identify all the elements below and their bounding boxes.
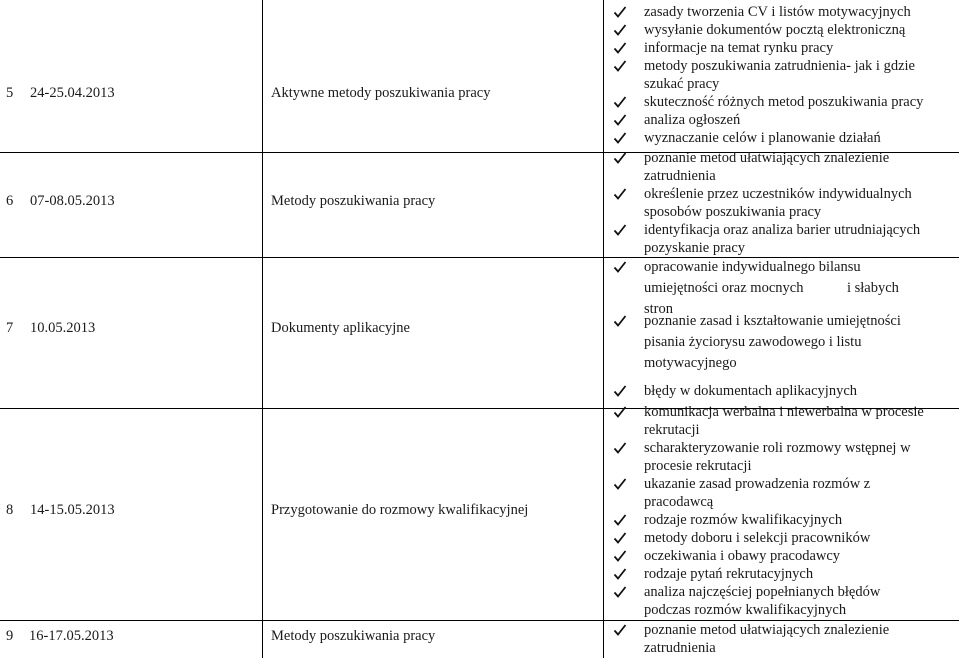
session-title: Metody poszukiwania pracy bbox=[271, 628, 436, 644]
checkmark-icon bbox=[613, 5, 627, 23]
topic-line: zatrudnienia bbox=[644, 640, 716, 656]
session-title: Przygotowanie do rozmowy kwalifikacyjnej bbox=[271, 502, 529, 518]
topic-line: rekrutacji bbox=[644, 422, 700, 438]
topic-line: poznanie metod ułatwiających znalezienie bbox=[644, 622, 890, 638]
topic-line: metody doboru i selekcji pracowników bbox=[644, 530, 871, 546]
topic-line: wysyłanie dokumentów pocztą elektroniczną bbox=[644, 22, 906, 38]
topic-line: oczekiwania i obawy pracodawcy bbox=[644, 548, 841, 564]
topic-line: poznanie zasad i kształtowanie umiejętności bbox=[644, 313, 901, 329]
checkmark-icon bbox=[613, 477, 627, 495]
row-number: 6 bbox=[6, 193, 14, 209]
topic-line: umiejętności oraz mocnych i słabych bbox=[644, 280, 899, 296]
checkmark-icon bbox=[613, 95, 627, 113]
topic-line: stron bbox=[644, 301, 673, 317]
checkmark-icon bbox=[613, 151, 627, 169]
checkmark-icon bbox=[613, 531, 627, 549]
topic-line: sposobów poszukiwania pracy bbox=[644, 204, 822, 220]
checkmark-icon bbox=[613, 405, 627, 423]
topic-line: metody poszukiwania zatrudnienia- jak i gdzie bbox=[644, 58, 915, 74]
topic-line: błędy w dokumentach aplikacyjnych bbox=[644, 383, 858, 399]
topic-line: ukazanie zasad prowadzenia rozmów z bbox=[644, 476, 871, 492]
topic-line: analiza najczęściej popełnianych błędów bbox=[644, 584, 881, 600]
session-date: 07-08.05.2013 bbox=[30, 193, 115, 209]
topic-line: rodzaje rozmów kwalifikacyjnych bbox=[644, 512, 843, 528]
checkmark-icon bbox=[613, 113, 627, 131]
checkmark-icon bbox=[613, 59, 627, 77]
topic-line: wyznaczanie celów i planowanie działań bbox=[644, 130, 881, 146]
checkmark-icon bbox=[613, 384, 627, 402]
checkmark-icon bbox=[613, 223, 627, 241]
session-title: Metody poszukiwania pracy bbox=[271, 193, 436, 209]
topic-line: analiza ogłoszeń bbox=[644, 112, 741, 128]
checkmark-icon bbox=[613, 314, 627, 332]
topic-line: zasady tworzenia CV i listów motywacyjnych bbox=[644, 4, 911, 20]
checkmark-icon bbox=[613, 567, 627, 585]
session-date: 14-15.05.2013 bbox=[30, 502, 115, 518]
checkmark-icon bbox=[613, 23, 627, 41]
topic-line: poznanie metod ułatwiających znalezienie bbox=[644, 150, 890, 166]
checkmark-icon bbox=[613, 549, 627, 567]
topic-line: komunikacja werbalna i niewerbalna w procesie bbox=[644, 404, 924, 420]
topic-line: motywacyjnego bbox=[644, 355, 737, 371]
topic-line: scharakteryzowanie roli rozmowy wstępnej w bbox=[644, 440, 911, 456]
session-title: Aktywne metody poszukiwania pracy bbox=[271, 85, 491, 101]
topic-line: pisania życiorysu zawodowego i listu bbox=[644, 334, 862, 350]
checkmark-icon bbox=[613, 41, 627, 59]
checkmark-icon bbox=[613, 131, 627, 149]
checkmark-icon bbox=[613, 187, 627, 205]
topic-line: identyfikacja oraz analiza barier utrudniających bbox=[644, 222, 921, 238]
checkmark-icon bbox=[613, 260, 627, 278]
topic-line: opracowanie indywidualnego bilansu bbox=[644, 259, 861, 275]
session-title: Dokumenty aplikacyjne bbox=[271, 320, 410, 336]
topic-line: informacje na temat rynku pracy bbox=[644, 40, 834, 56]
topic-line: zatrudnienia bbox=[644, 168, 716, 184]
row-number: 9 bbox=[6, 628, 14, 644]
column-separator-left bbox=[262, 0, 263, 658]
row-number: 5 bbox=[6, 85, 14, 101]
topic-line: pozyskanie pracy bbox=[644, 240, 746, 256]
row-number: 8 bbox=[6, 502, 14, 518]
topic-line: określenie przez uczestników indywidualnych bbox=[644, 186, 912, 202]
row-number: 7 bbox=[6, 320, 14, 336]
topic-line: skuteczność różnych metod poszukiwania pracy bbox=[644, 94, 924, 110]
session-date: 24-25.04.2013 bbox=[30, 85, 115, 101]
topic-line: rodzaje pytań rekrutacyjnych bbox=[644, 566, 814, 582]
session-date: 16-17.05.2013 bbox=[29, 628, 114, 644]
topic-line: podczas rozmów kwalifikacyjnych bbox=[644, 602, 847, 618]
topic-line: szukać pracy bbox=[644, 76, 720, 92]
topic-line: pracodawcą bbox=[644, 494, 714, 510]
checkmark-icon bbox=[613, 585, 627, 603]
checkmark-icon bbox=[613, 513, 627, 531]
column-separator-right bbox=[603, 0, 604, 658]
checkmark-icon bbox=[613, 441, 627, 459]
session-date: 10.05.2013 bbox=[30, 320, 96, 336]
topic-line: procesie rekrutacji bbox=[644, 458, 752, 474]
checkmark-icon bbox=[613, 623, 627, 641]
